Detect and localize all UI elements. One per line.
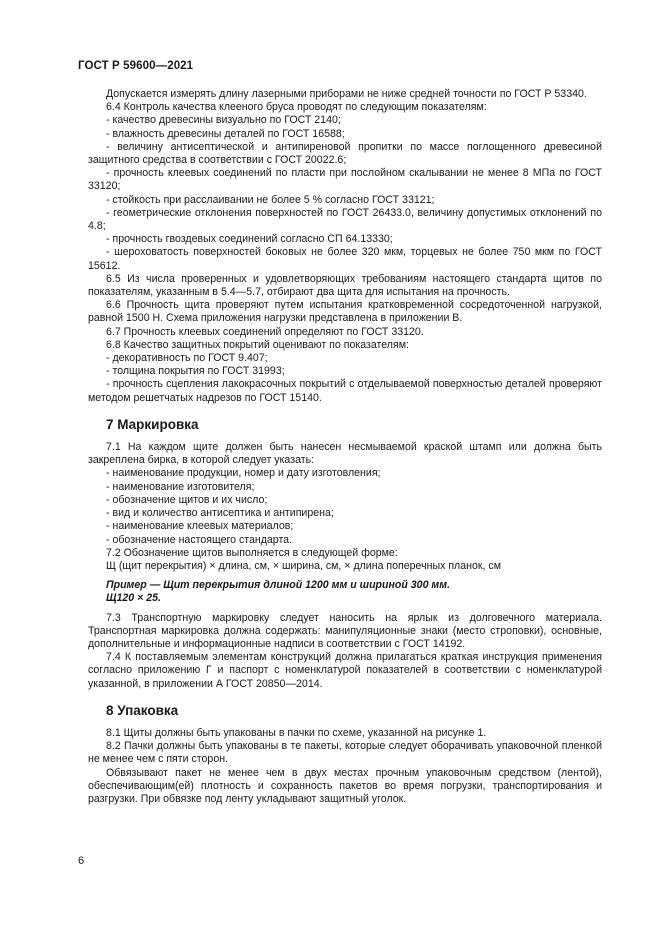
list-item: - наименование изготовителя; — [106, 480, 255, 493]
example-designation: Щ120 × 25. — [106, 592, 161, 605]
list-item: - геометрические отклонения поверхностей по ГОСТ 26433.0, величину допустимых отклонений по 4.8; — [88, 206, 602, 233]
designation-formula: Щ (щит перекрытия) × длина, см, × ширина, см, × длина поперечных планок, см — [106, 559, 501, 572]
paragraph: 7.3 Транспортную маркировку следует наносить на ярлык из долговечного материала. Транспортная маркировка должна содержать: манипуляционные знаки (место строповки), основные, дополнительные и информационные надписи в соответствии с ГОСТ 14192. — [88, 611, 602, 650]
paragraph: 6.6 Прочность щита проверяют путем испытания кратковременной сосредоточенной нагрузкой, равной 1500 Н. Схема приложения нагрузки представлена в приложении В. — [88, 299, 602, 325]
list-item: - наименование клеевых материалов; — [106, 520, 294, 533]
document-body — [88, 88, 602, 806]
list-item: - прочность гвоздевых соединений согласно СП 64.13330; — [106, 233, 393, 246]
list-item: - шероховатость поверхностей боковых не более 320 мкм, торцевых не более 750 мкм по ГОСТ 15612. — [88, 246, 602, 272]
list-item: - вид и количество антисептика и антипирена; — [106, 507, 334, 520]
list-item: - обозначение щитов и их число; — [106, 493, 268, 506]
paragraph: 6.5 Из числа проверенных и удовлетворяющих требованиям настоящего стандарта щитов по показателям, указанным в 5.4—5.7, отбирают два щита для испытания на прочность. — [88, 272, 602, 299]
list-item: - стойкость при расслаивании не более 5 % согласно ГОСТ 33121; — [106, 193, 435, 206]
page-number: 6 — [78, 855, 85, 867]
list-item: - декоративность по ГОСТ 9.407; — [106, 352, 268, 365]
paragraph: Обвязывают пакет не менее чем в двух местах прочным упаковочным средством (лентой), обеспечивающим(ей) плотность и сохранность пакетов во время погрузки, транспортирования и разгрузки. При обвязке под ленту укладывают защитный уголок. — [88, 766, 602, 805]
paragraph: 7.2 Обозначение щитов выполняется в следующей форме: — [106, 546, 398, 559]
list-item: - прочность сцепления лакокрасочных покрытий с отделываемой поверхностью деталей проверяют методом решетчатых надрезов по ГОСТ 15140. — [88, 378, 602, 404]
list-item: - прочность клеевых соединений по пласти при послойном скалывании не менее 8 МПа по ГОСТ 33120; — [88, 167, 602, 193]
list-item: - наименование продукции, номер и дату изготовления; — [106, 467, 381, 480]
paragraph: 7.4 К поставляемым элементам конструкций должна прилагаться краткая инструкция применения согласно приложению Г и паспорт с номенклатурой показателей в соответствии с номенклатурой указанной, в приложении А ГОСТ 20850—2014. — [88, 651, 602, 690]
list-item: - обозначение настоящего стандарта. — [106, 533, 293, 546]
paragraph: 6.4 Контроль качества клееного бруса проводят по следующим показателям: — [106, 101, 487, 114]
paragraph: 7.1 На каждом щите должен быть нанесен несмываемой краской штамп или должна быть закреплена бирка, в которой следует указать: — [88, 441, 602, 467]
paragraph: 6.7 Прочность клеевых соединений определяют по ГОСТ 33120. — [106, 325, 424, 338]
section-8-heading: 8 Упаковка — [106, 702, 179, 718]
section-7-heading: 7 Маркировка — [106, 416, 199, 432]
paragraph: 8.1 Щиты должны быть упакованы в пачки по схеме, указанной на рисунке 1. — [106, 726, 487, 739]
paragraph: 6.8 Качество защитных покрытий оценивают по показателям: — [106, 338, 409, 351]
list-item: - величину антисептической и антипиреновой пропитки по массе поглощенного древесиной защитного средства в соответствии с ГОСТ 20022.6; — [88, 140, 602, 167]
list-item: - толщина покрытия по ГОСТ 31993; — [106, 365, 285, 378]
paragraph: 8.2 Пачки должны быть упакованы в те пакеты, которые следует оборачивать упаковочной пленкой не менее чем с пяти сторон. — [88, 740, 602, 766]
paragraph: Допускается измерять длину лазерными приборами не ниже средней точности по ГОСТ Р 53340. — [106, 88, 587, 100]
document-header: ГОСТ Р 59600—2021 — [78, 60, 194, 72]
list-item: - влажность древесины деталей по ГОСТ 16588; — [106, 127, 345, 140]
list-item: - качество древесины визуально по ГОСТ 2140; — [106, 114, 341, 127]
example-note: Пример — Щит перекрытия длиной 1200 мм и шириной 300 мм. — [106, 579, 451, 592]
